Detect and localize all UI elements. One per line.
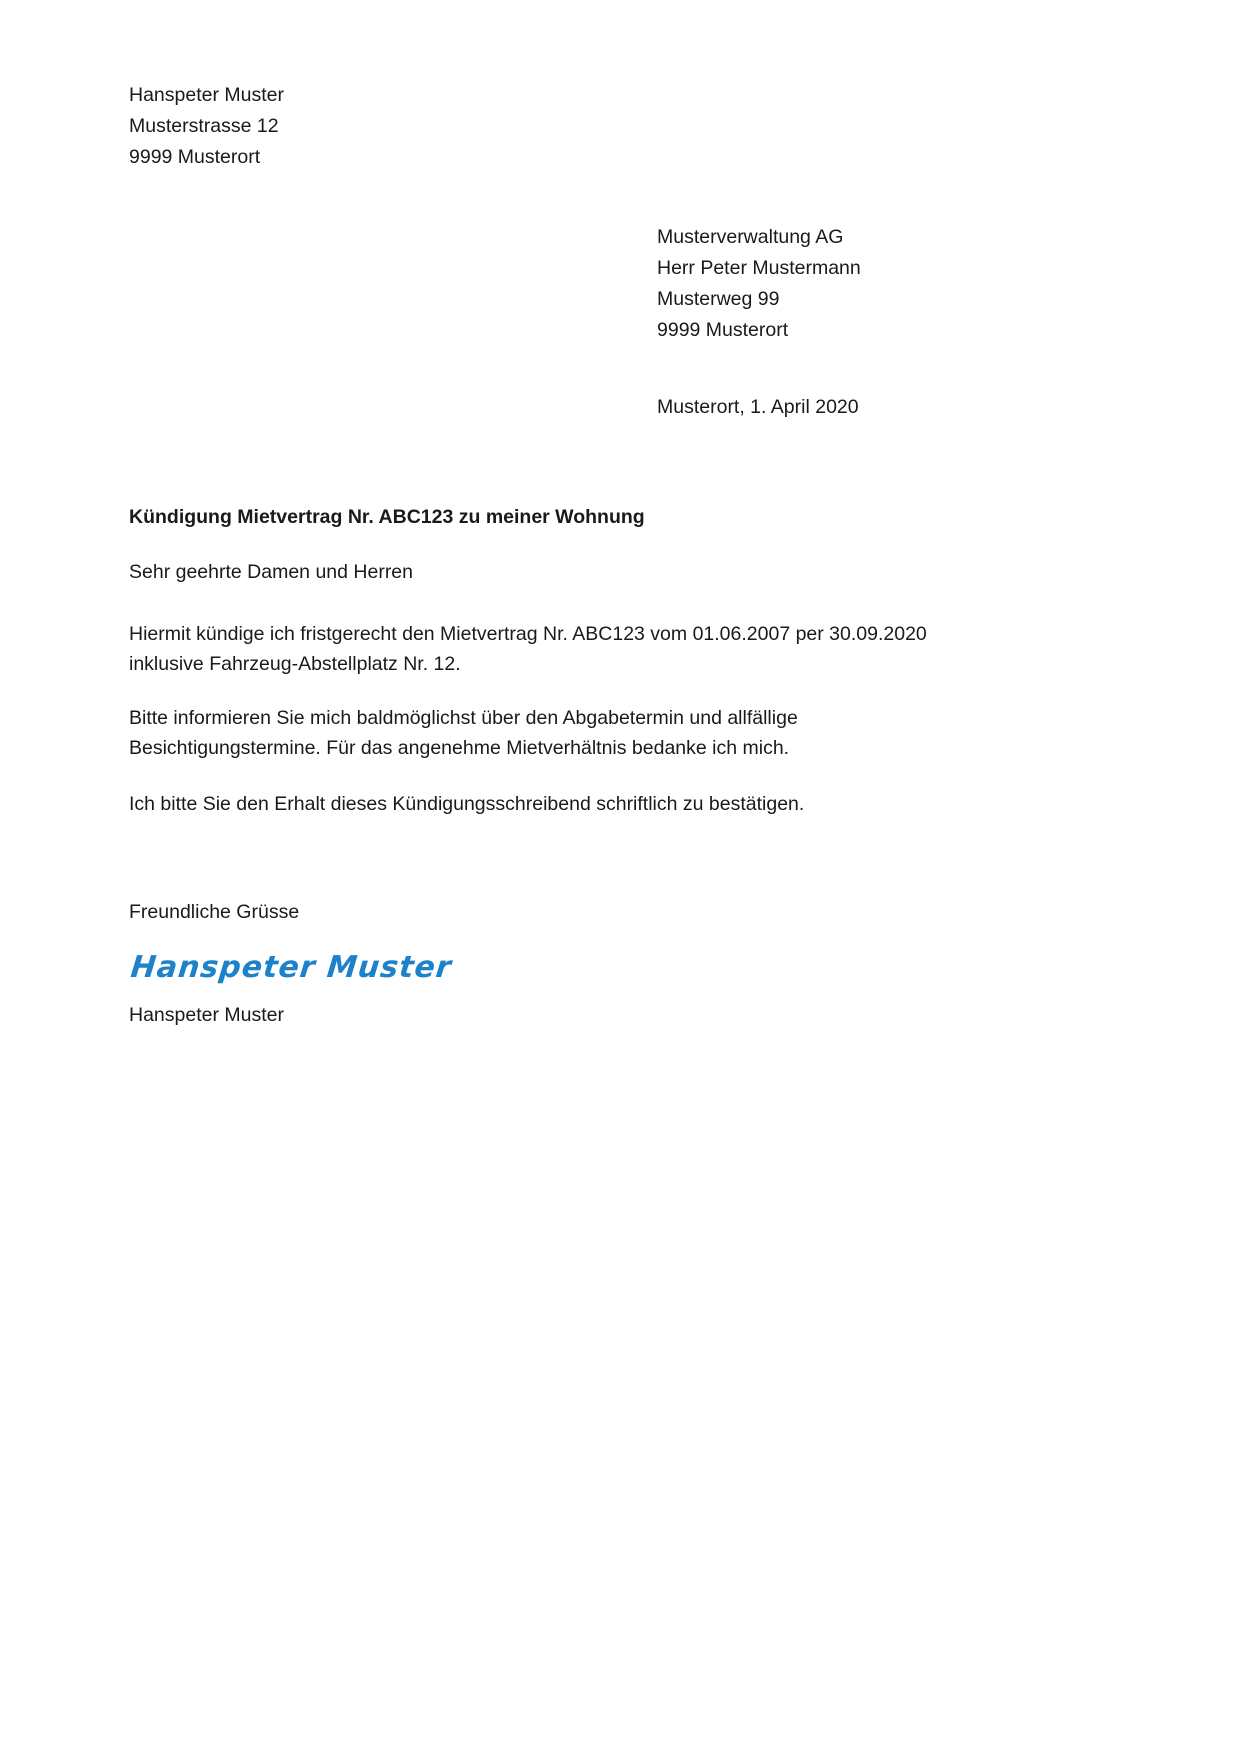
sender-city: 9999 Musterort	[129, 146, 261, 168]
body-paragraph-3: Ich bitte Sie den Erhalt dieses Kündigungsschreibend schriftlich zu bestätigen.	[129, 793, 805, 815]
subject-line: Kündigung Mietvertrag Nr. ABC123 zu meiner Wohnung	[129, 506, 645, 528]
closing-line: Freundliche Grüsse	[129, 901, 300, 923]
recipient-street: Musterweg 99	[657, 288, 780, 310]
sender-name: Hanspeter Muster	[129, 84, 284, 106]
body-paragraph-1: Hiermit kündige ich fristgerecht den Mietvertrag Nr. ABC123 vom 01.06.2007 per 30.09.2020 inklusive Fahrzeug-Abstellplatz Nr. 12.	[129, 623, 927, 675]
date-line: Musterort, 1. April 2020	[657, 396, 859, 418]
sender-street: Musterstrasse 12	[129, 115, 279, 137]
recipient-company: Musterverwaltung AG	[657, 226, 844, 248]
recipient-name: Herr Peter Mustermann	[657, 257, 861, 279]
recipient-address-block	[657, 222, 861, 346]
salutation: Sehr geehrte Damen und Herren	[129, 561, 413, 583]
recipient-city: 9999 Musterort	[657, 319, 789, 341]
signer-name: Hanspeter Muster	[129, 1004, 284, 1026]
body-paragraph-2: Bitte informieren Sie mich baldmöglichst über den Abgabetermin und allfällige Besichtigungstermine. Für das angenehme Mietverhältnis bedanke ich mich.	[129, 707, 798, 759]
handwritten-signature: Hanspeter Muster	[129, 950, 454, 985]
sender-address-block	[129, 80, 284, 173]
